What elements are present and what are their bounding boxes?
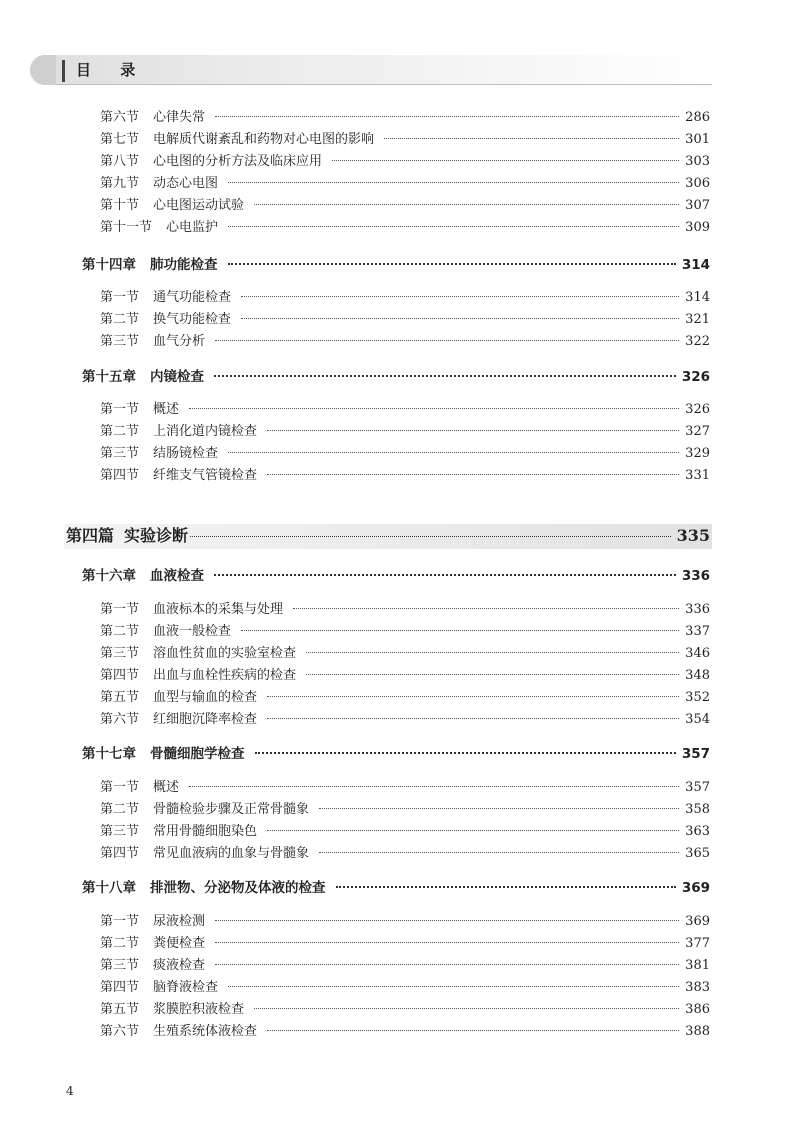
toc-entry-page: 346: [685, 646, 710, 661]
toc-entry-number: 第二节: [100, 936, 140, 951]
toc-entry-title: 血型与输血的检查: [153, 690, 258, 705]
toc-entry-number: 第五节: [100, 690, 140, 705]
toc-entry-number: 第十七章: [82, 746, 136, 762]
toc-entry-title: 排泄物、分泌物及体液的检查: [150, 880, 326, 896]
toc-entry-title: 红细胞沉降率检查: [153, 712, 258, 727]
toc-section-row[interactable]: [100, 711, 710, 729]
toc-entry-title: 心律失常: [153, 110, 206, 125]
dot-leader: [215, 964, 679, 965]
toc-entry-title: 概述: [153, 780, 180, 795]
toc-entry-page: 314: [681, 257, 710, 273]
header-accent-bar: [62, 60, 65, 82]
toc-entry-page: 314: [685, 290, 710, 305]
toc-entry-page: 386: [685, 1002, 710, 1017]
toc-entry-title: 纤维支气管镜检查: [153, 468, 258, 483]
header-rule: [56, 84, 712, 85]
toc-section-row[interactable]: [100, 197, 710, 215]
toc-entry-title: 通气功能检查: [153, 290, 232, 305]
toc-entry-number: 第十四章: [82, 257, 136, 273]
toc-entry-page: 322: [685, 334, 710, 349]
toc-section-row[interactable]: [100, 423, 710, 441]
toc-entry-number: 第十八章: [82, 880, 136, 896]
toc-entry-title: 溶血性贫血的实验室检查: [153, 646, 297, 661]
toc-entry-number: 第二节: [100, 624, 140, 639]
toc-entry-title: 痰液检查: [153, 958, 206, 973]
toc-entry-page: 337: [685, 624, 710, 639]
toc-entry-title: 出血与血栓性疾病的检查: [153, 668, 297, 683]
toc-entry-number: 第四节: [100, 846, 140, 861]
toc-entry-number: 第三节: [100, 334, 140, 349]
toc-chapter-row[interactable]: [82, 745, 710, 763]
toc-section-row[interactable]: [100, 1023, 710, 1041]
toc-entry-title: 血液检查: [150, 568, 204, 584]
toc-entry-title: 浆膜腔积液检查: [153, 1002, 245, 1017]
dot-leader: [228, 986, 679, 987]
dot-leader: [254, 1008, 679, 1009]
toc-entry-title: 脑脊液检查: [153, 980, 219, 995]
dot-leader: [293, 608, 679, 609]
toc-entry-page: 377: [685, 936, 710, 951]
toc-section-row[interactable]: [100, 175, 710, 193]
toc-part-row[interactable]: [66, 527, 710, 545]
toc-section-row[interactable]: [100, 601, 710, 619]
toc-entry-title: 常见血液病的血象与骨髓象: [153, 846, 310, 861]
toc-section-row[interactable]: [100, 957, 710, 975]
toc-entry-page: 331: [685, 468, 710, 483]
toc-entry-page: 327: [685, 424, 710, 439]
toc-entry-page: 321: [685, 312, 710, 327]
toc-section-row[interactable]: [100, 935, 710, 953]
toc-entry-page: 365: [685, 846, 710, 861]
toc-entry-page: 335: [676, 526, 710, 545]
toc-section-row[interactable]: [100, 979, 710, 997]
toc-entry-number: 第八节: [100, 154, 140, 169]
toc-entry-number: 第一节: [100, 780, 140, 795]
toc-entry-page: 301: [685, 132, 710, 147]
dot-leader: [336, 886, 676, 888]
toc-entry-page: 357: [685, 780, 710, 795]
toc-entry-title: 实验诊断: [124, 526, 189, 545]
dot-leader: [241, 296, 679, 297]
toc-entry-page: 286: [685, 110, 710, 125]
dot-leader: [214, 574, 676, 576]
toc-entry-title: 粪便检查: [153, 936, 206, 951]
dot-leader: [189, 786, 679, 787]
toc-entry-page: 336: [681, 568, 710, 584]
toc-entry-number: 第七节: [100, 132, 140, 147]
toc-entry-title: 生殖系统体液检查: [153, 1024, 258, 1039]
toc-entry-page: 354: [685, 712, 710, 727]
toc-entry-number: 第十五章: [82, 369, 136, 385]
toc-section-row[interactable]: [100, 623, 710, 641]
toc-entry-number: 第十一节: [100, 220, 153, 235]
toc-chapter-row[interactable]: [82, 256, 710, 274]
toc-section-row[interactable]: [100, 445, 710, 463]
dot-leader: [190, 536, 671, 537]
dot-leader: [241, 630, 679, 631]
dot-leader: [255, 752, 676, 754]
toc-entry-number: 第一节: [100, 602, 140, 617]
toc-entry-number: 第四节: [100, 468, 140, 483]
toc-entry-number: 第十六章: [82, 568, 136, 584]
toc-entry-page: 358: [685, 802, 710, 817]
dot-leader: [306, 674, 679, 675]
toc-section-row[interactable]: [100, 333, 710, 351]
toc-entry-number: 第五节: [100, 1002, 140, 1017]
toc-entry-page: 307: [685, 198, 710, 213]
dot-leader: [215, 340, 679, 341]
toc-entry-number: 第三节: [100, 958, 140, 973]
toc-entry-number: 第一节: [100, 290, 140, 305]
toc-section-row[interactable]: [100, 667, 710, 685]
toc-entry-number: 第三节: [100, 446, 140, 461]
toc-entry-number: 第三节: [100, 646, 140, 661]
toc-entry-title: 尿液检测: [153, 914, 206, 929]
toc-entry-page: 383: [685, 980, 710, 995]
toc-entry-title: 肺功能检查: [150, 257, 218, 273]
toc-section-row[interactable]: [100, 913, 710, 931]
toc-entry-number: 第二节: [100, 424, 140, 439]
dot-leader: [384, 138, 679, 139]
dot-leader: [267, 474, 679, 475]
dot-leader: [267, 696, 679, 697]
toc-section-row[interactable]: [100, 467, 710, 485]
toc-entry-title: 结肠镜检查: [153, 446, 219, 461]
toc-entry-page: 336: [685, 602, 710, 617]
toc-entry-title: 血气分析: [153, 334, 206, 349]
toc-section-row[interactable]: [100, 645, 710, 663]
toc-entry-number: 第四篇: [66, 526, 115, 545]
toc-entry-title: 心电图的分析方法及临床应用: [153, 154, 323, 169]
dot-leader: [189, 408, 679, 409]
toc-section-row[interactable]: [100, 131, 710, 149]
toc-entry-page: 357: [681, 746, 710, 762]
toc-entry-number: 第九节: [100, 176, 140, 191]
page-title: 目 录: [76, 61, 148, 79]
toc-entry-title: 上消化道内镜检查: [153, 424, 258, 439]
toc-chapter-row[interactable]: [82, 567, 710, 585]
toc-section-row[interactable]: [100, 845, 710, 863]
toc-entry-title: 内镜检查: [150, 369, 204, 385]
toc-entry-page: 348: [685, 668, 710, 683]
dot-leader: [319, 852, 679, 853]
toc-entry-title: 骨髓检验步骤及正常骨髓象: [153, 802, 310, 817]
toc-entry-number: 第六节: [100, 1024, 140, 1039]
toc-chapter-row[interactable]: [82, 368, 710, 386]
toc-entry-page: 369: [685, 914, 710, 929]
toc-entry-page: 363: [685, 824, 710, 839]
toc-entry-title: 动态心电图: [153, 176, 219, 191]
toc-entry-number: 第六节: [100, 110, 140, 125]
toc-section-row[interactable]: [100, 1001, 710, 1019]
toc-chapter-row[interactable]: [82, 879, 710, 897]
dot-leader: [267, 1030, 679, 1031]
page-number: 4: [66, 1084, 74, 1098]
toc-section-row[interactable]: [100, 219, 710, 237]
toc-entry-page: 329: [685, 446, 710, 461]
dot-leader: [228, 226, 679, 227]
dot-leader: [267, 830, 679, 831]
toc-entry-page: 306: [685, 176, 710, 191]
dot-leader: [267, 430, 679, 431]
toc-entry-title: 概述: [153, 402, 180, 417]
header-tab-cap: [30, 55, 56, 85]
dot-leader: [332, 160, 679, 161]
toc-section-row[interactable]: [100, 823, 710, 841]
toc-entry-number: 第四节: [100, 668, 140, 683]
toc-entry-number: 第三节: [100, 824, 140, 839]
toc-entry-number: 第十节: [100, 198, 140, 213]
dot-leader: [241, 318, 679, 319]
toc-entry-title: 电解质代谢紊乱和药物对心电图的影响: [153, 132, 375, 147]
toc-entry-title: 血液一般检查: [153, 624, 232, 639]
toc-section-row[interactable]: [100, 401, 710, 419]
toc-section-row[interactable]: [100, 779, 710, 797]
dot-leader: [228, 182, 679, 183]
toc-entry-number: 第一节: [100, 402, 140, 417]
dot-leader: [254, 204, 679, 205]
dot-leader: [215, 116, 679, 117]
toc-entry-number: 第二节: [100, 802, 140, 817]
dot-leader: [319, 808, 679, 809]
toc-section-row[interactable]: [100, 289, 710, 307]
dot-leader: [215, 942, 679, 943]
toc-section-row[interactable]: [100, 109, 710, 127]
toc-entry-page: 326: [685, 402, 710, 417]
toc-entry-number: 第六节: [100, 712, 140, 727]
dot-leader: [228, 452, 679, 453]
toc-entry-title: 血液标本的采集与处理: [153, 602, 284, 617]
toc-section-row[interactable]: [100, 801, 710, 819]
toc-entry-title: 心电监护: [166, 220, 219, 235]
dot-leader: [228, 263, 676, 265]
toc-section-row[interactable]: [100, 153, 710, 171]
toc-section-row[interactable]: [100, 689, 710, 707]
toc-entry-page: 388: [685, 1024, 710, 1039]
toc-entry-title: 常用骨髓细胞染色: [153, 824, 258, 839]
dot-leader: [306, 652, 679, 653]
toc-entry-number: 第二节: [100, 312, 140, 327]
toc-entry-page: 303: [685, 154, 710, 169]
toc-entry-number: 第四节: [100, 980, 140, 995]
toc-entry-page: 352: [685, 690, 710, 705]
toc-section-row[interactable]: [100, 311, 710, 329]
toc-entry-title: 骨髓细胞学检查: [150, 746, 245, 762]
toc-entry-page: 326: [681, 369, 710, 385]
toc-entry-title: 换气功能检查: [153, 312, 232, 327]
toc-entry-page: 309: [685, 220, 710, 235]
dot-leader: [267, 718, 679, 719]
dot-leader: [214, 375, 676, 377]
toc-entry-page: 369: [681, 880, 710, 896]
toc-entry-number: 第一节: [100, 914, 140, 929]
dot-leader: [215, 920, 679, 921]
toc-entry-page: 381: [685, 958, 710, 973]
toc-entry-title: 心电图运动试验: [153, 198, 245, 213]
